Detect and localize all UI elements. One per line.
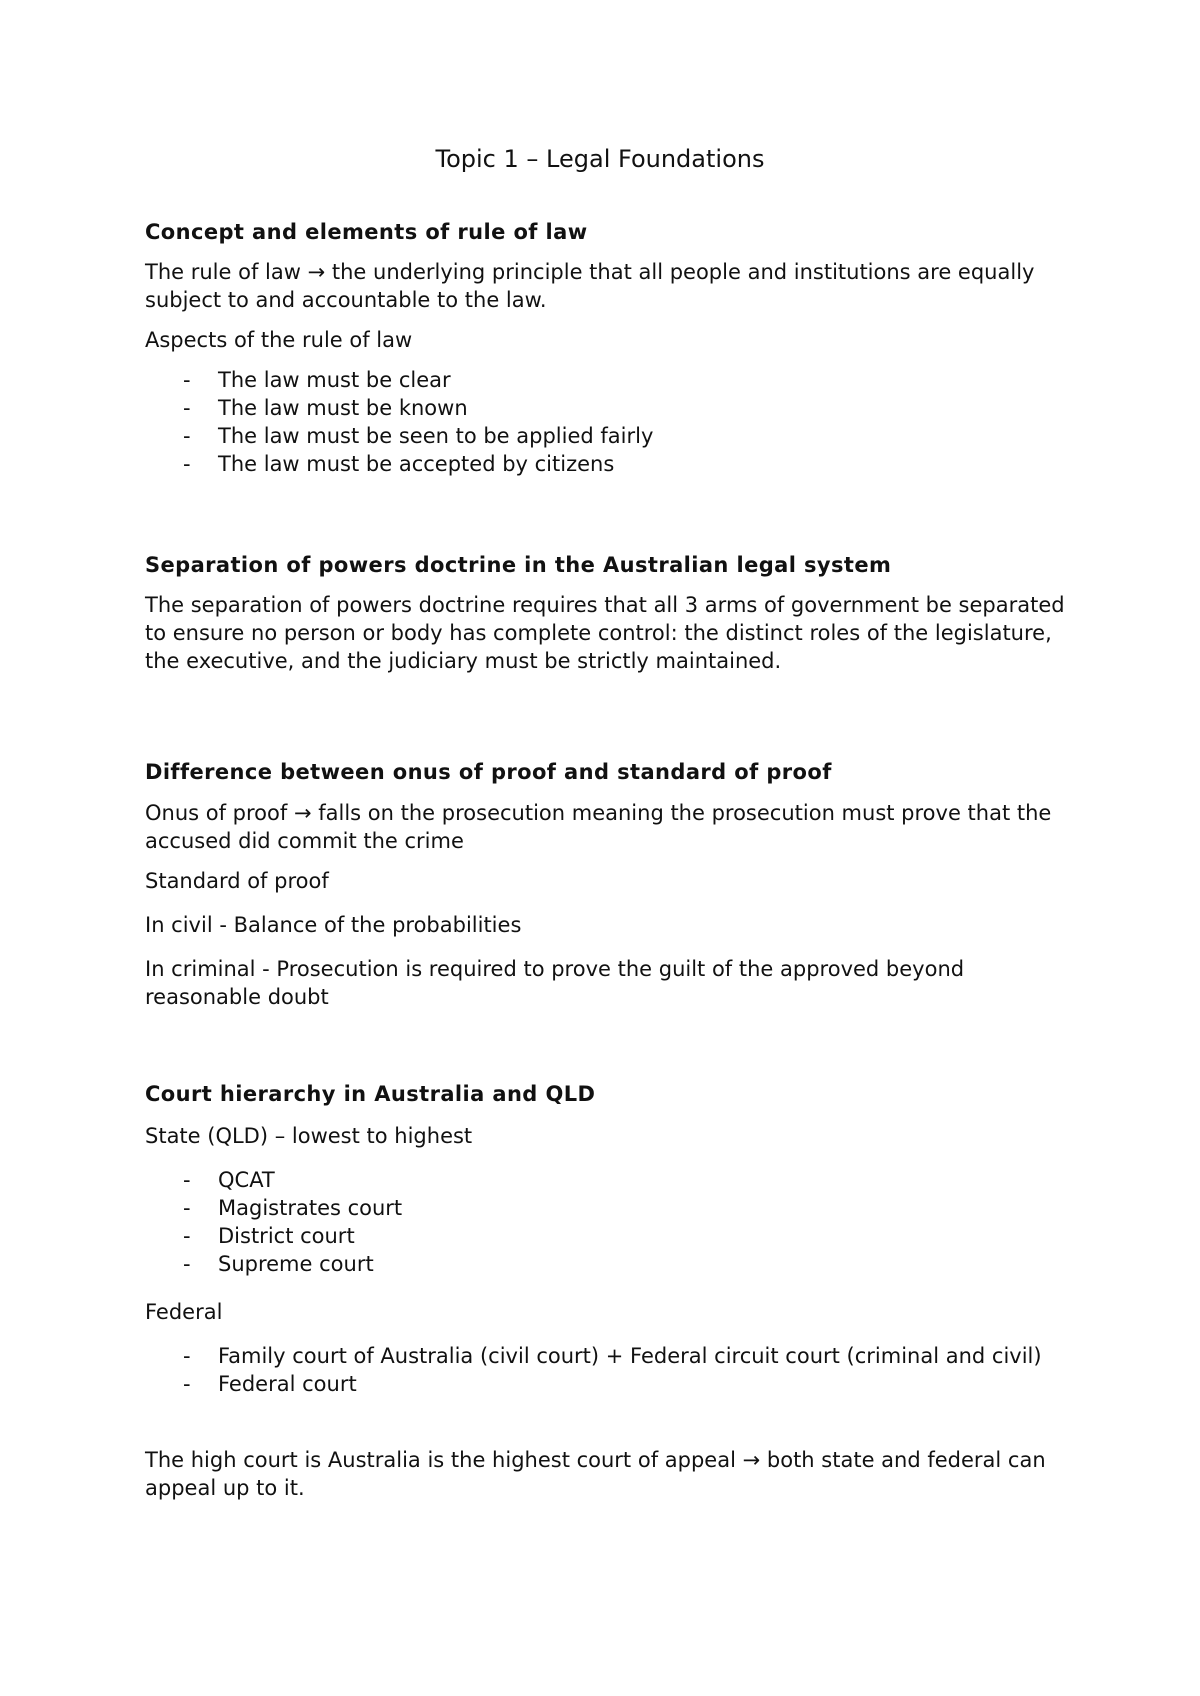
term-text: Onus of proof: [145, 801, 288, 825]
section-heading-separation-of-powers: Separation of powers doctrine in the Australian legal system: [145, 553, 892, 577]
aspects-intro: Aspects of the rule of law: [145, 328, 413, 352]
list-item: - Family court of Australia (civil court) + Federal circuit court (criminal and civil): [183, 1344, 1042, 1368]
list-item: - Federal court: [183, 1372, 357, 1396]
definition-text: falls on the prosecution meaning the prosecution must prove that the accused did commit the crime: [145, 801, 1052, 853]
dash-bullet: -: [183, 452, 191, 476]
state-courts-label: State (QLD) – lowest to highest: [145, 1124, 473, 1148]
separation-of-powers-text: The separation of powers doctrine requires that all 3 arms of government be separated to ensure no person or body has complete control: the distinct roles of the legislature, the executive, and the judiciary must be strictly maintained.: [145, 593, 1065, 673]
dash-bullet: -: [183, 1372, 191, 1396]
high-court-tail: both state and federal can appeal up to it.: [145, 1448, 1046, 1500]
standard-of-proof-label: Standard of proof: [145, 869, 329, 893]
dash-bullet: -: [183, 1168, 191, 1192]
list-item: - QCAT: [183, 1168, 275, 1192]
page-title: Topic 1 – Legal Foundations: [435, 145, 765, 173]
rule-of-law-definition: [145, 258, 1075, 314]
high-court-text: [145, 1446, 1075, 1502]
section-heading-rule-of-law: Concept and elements of rule of law: [145, 220, 588, 244]
section-heading-court-hierarchy: Court hierarchy in Australia and QLD: [145, 1082, 596, 1106]
high-court-lead: The high court is Australia is the highest court of appeal: [145, 1448, 736, 1472]
arrow-icon: →: [307, 260, 326, 284]
onus-of-proof-text: [145, 799, 1075, 855]
civil-standard-text: In civil - Balance of the probabilities: [145, 913, 522, 937]
dash-bullet: -: [183, 396, 191, 420]
list-item: - Supreme court: [183, 1252, 374, 1276]
federal-courts-label: Federal: [145, 1300, 223, 1324]
dash-bullet: -: [183, 1252, 191, 1276]
dash-bullet: -: [183, 1344, 191, 1368]
federal-courts-list: [145, 1342, 1075, 1398]
dash-bullet: -: [183, 368, 191, 392]
list-item: - The law must be accepted by citizens: [183, 452, 615, 476]
list-item: - Magistrates court: [183, 1196, 403, 1220]
criminal-standard-text: In criminal - Prosecution is required to prove the guilt of the approved beyond reasonable doubt: [145, 957, 965, 1009]
dash-bullet: -: [183, 424, 191, 448]
arrow-icon: →: [293, 801, 312, 825]
section-heading-onus-standard: Difference between onus of proof and standard of proof: [145, 760, 832, 784]
list-item: - The law must be seen to be applied fairly: [183, 424, 654, 448]
list-item: - The law must be clear: [183, 368, 451, 392]
term-text: The rule of law: [145, 260, 301, 284]
aspects-list: [145, 366, 1075, 478]
state-courts-list: [145, 1166, 1075, 1278]
definition-text: the underlying principle that all people and institutions are equally subject to and accountable to the law.: [145, 260, 1035, 312]
list-item: - The law must be known: [183, 396, 468, 420]
dash-bullet: -: [183, 1196, 191, 1220]
dash-bullet: -: [183, 1224, 191, 1248]
list-item: - District court: [183, 1224, 355, 1248]
arrow-icon: →: [742, 1448, 761, 1472]
